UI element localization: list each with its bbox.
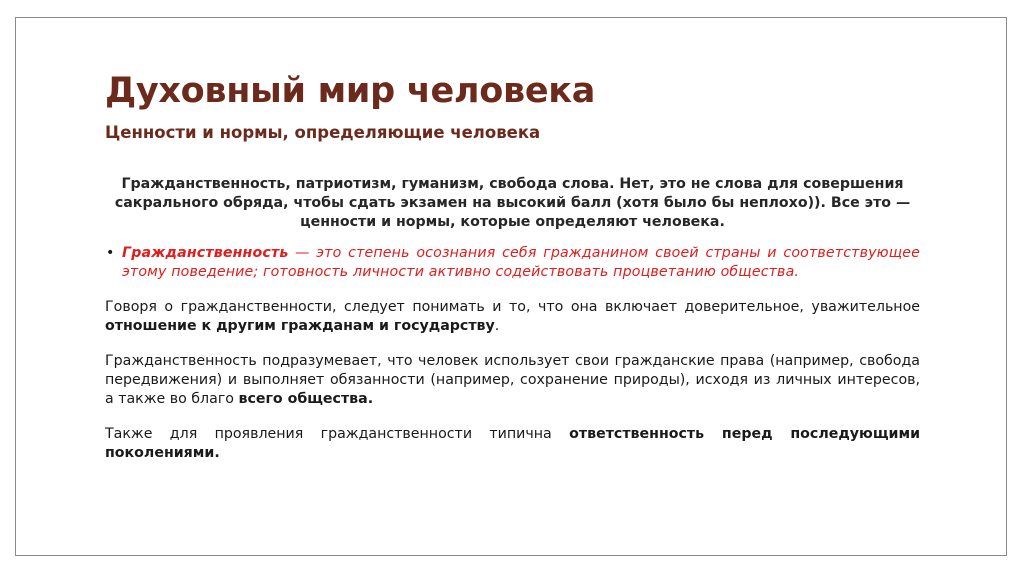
paragraph-respect [105, 298, 920, 336]
paragraph-rights [105, 352, 920, 409]
definition-paragraph [105, 244, 920, 282]
paragraph-responsibility [105, 425, 920, 463]
definition-term: Гражданственность [122, 245, 289, 261]
paragraph-rights-text: Гражданственность подразумевает, что человек использует свои гражданские права (например, свобода передвижения) и выполняет обязанности (например, сохранение природы), исходя из личных интересов, а также во благо [105, 353, 920, 407]
paragraph-respect-text: Говоря о гражданственности, следует понимать и то, что она включает доверительное, уважительное [105, 299, 920, 315]
paragraph-responsibility-text: Также для проявления гражданственности типична [105, 426, 570, 442]
paragraph-responsibility-bold: ответственность перед последующими поколениями. [105, 426, 921, 461]
definition-text: — это степень осознания себя гражданином своей страны и соответствующее этому поведение; готовность личности активно содействовать процветанию общества. [122, 245, 920, 280]
slide-subtitle: Ценности и нормы, определяющие человека [105, 123, 541, 142]
paragraph-respect-bold: отношение к другим гражданам и государству [105, 318, 495, 334]
slide-content [105, 175, 920, 479]
intro-paragraph: Гражданственность, патриотизм, гуманизм, свобода слова. Нет, это не слова для совершения сакрального обряда, чтобы сдать экзамен на высокий балл (хотя было бы неплохо)). Все это — ценности и нормы, которые определяют человека. [114, 176, 911, 230]
slide-title: Духовный мир человека [105, 71, 596, 111]
paragraph-respect-end: . [494, 318, 500, 334]
bullet-icon: • [106, 245, 115, 261]
paragraph-rights-bold: всего общества. [238, 391, 374, 407]
